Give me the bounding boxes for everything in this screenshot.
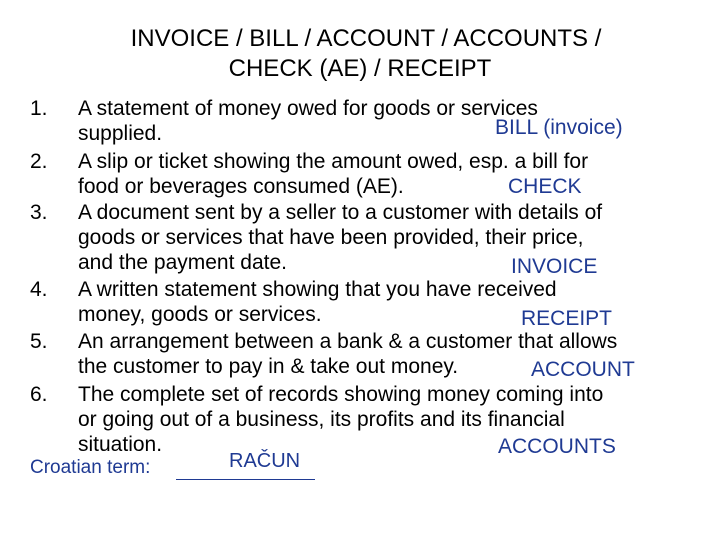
item-text: An arrangement between a bank & a customer that allows <box>78 330 618 353</box>
item-text: money, goods or services. <box>78 303 322 326</box>
item-text: situation. <box>78 433 163 456</box>
item-text: The complete set of records showing money coming into <box>78 383 604 406</box>
item-answer: CHECK <box>508 175 582 198</box>
item-answer: BILL (invoice) <box>495 116 623 139</box>
item-answer: ACCOUNTS <box>498 435 616 458</box>
item-text: goods or services that have been provided, their price, <box>78 226 584 249</box>
croatian-term-value: RAČUN <box>229 450 301 472</box>
item-number: 5. <box>30 330 48 353</box>
item-text: the customer to pay in & take out money. <box>78 355 459 378</box>
item-number: 4. <box>30 278 48 301</box>
item-answer: INVOICE <box>511 255 598 278</box>
item-number: 6. <box>30 383 48 406</box>
item-text: A written statement showing that you have received <box>78 278 557 301</box>
item-text: A slip or ticket showing the amount owed, esp. a bill for <box>78 150 589 173</box>
title-line-2: CHECK (AE) / RECEIPT <box>228 55 492 82</box>
croatian-term-label: Croatian term: <box>30 457 151 478</box>
item-text: food or beverages consumed (AE). <box>78 175 404 198</box>
item-text: A document sent by a seller to a customer with details of <box>78 201 603 224</box>
item-number: 1. <box>30 97 48 120</box>
item-answer: ACCOUNT <box>531 358 635 381</box>
item-text: and the payment date. <box>78 251 287 274</box>
item-answer: RECEIPT <box>521 307 613 330</box>
title-line-1: INVOICE / BILL / ACCOUNT / ACCOUNTS / <box>130 25 602 52</box>
item-text: A statement of money owed for goods or services <box>78 97 538 120</box>
item-number: 2. <box>30 150 48 173</box>
item-text: or going out of a business, its profits and its financial <box>78 408 565 431</box>
item-number: 3. <box>30 201 48 224</box>
item-text: supplied. <box>78 122 163 145</box>
